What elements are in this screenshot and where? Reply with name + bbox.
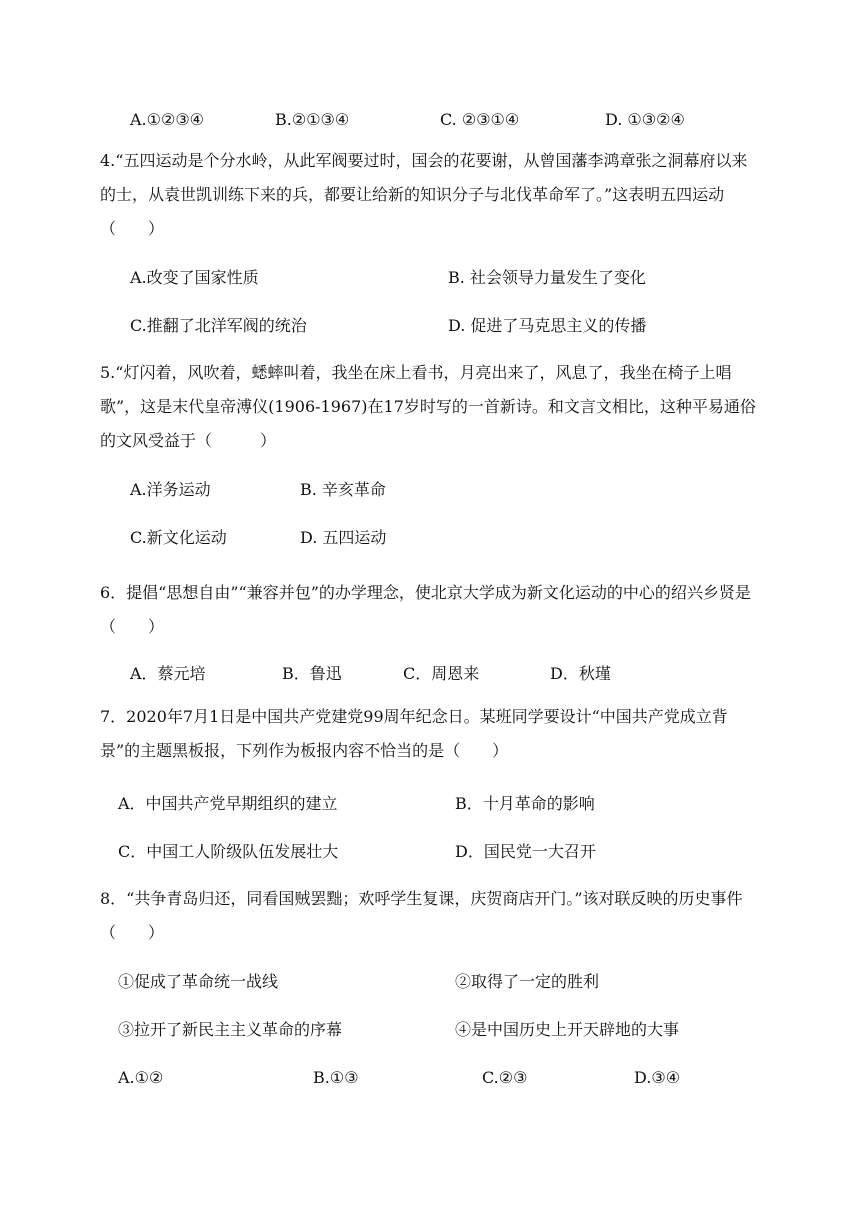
q7-option-d: D．国民党一大召开 — [455, 842, 596, 861]
q8-option-a: A.①② — [118, 1068, 164, 1087]
q7-option-b: B．十月革命的影响 — [455, 794, 595, 813]
q5-option-c: C.新文化运动 — [130, 528, 227, 547]
q4-option-c: C.推翻了北洋军阀的统治 — [130, 316, 307, 335]
q3-option-c: C. ②③①④ — [440, 110, 520, 129]
q6-stem: 6．提倡“思想自由”“兼容并包”的办学理念，使北京大学成为新文化运动的中心的绍兴乡贤是（ ） — [100, 583, 751, 636]
q5-option-d: D. 五四运动 — [300, 528, 387, 547]
q3-option-b: B.②①③④ — [275, 110, 350, 129]
q6-option-b: B．鲁迅 — [282, 664, 342, 683]
q8-option-d: D.③④ — [634, 1068, 681, 1087]
q8-statement-3: ③拉开了新民主主义革命的序幕 — [118, 1020, 343, 1039]
q6-option-a: A．蔡元培 — [130, 664, 206, 683]
q8-statement-2: ②取得了一定的胜利 — [455, 972, 600, 991]
q6-option-c: C．周恩来 — [403, 664, 480, 683]
q8-statement-4: ④是中国历史上开天辟地的大事 — [455, 1020, 680, 1039]
q4-option-b: B. 社会领导力量发生了变化 — [448, 268, 646, 287]
q4-stem: 4.“五四运动是个分水岭，从此军阀要过时，国会的花要谢，从曾国藩李鸿章张之洞幕府以来的士，从袁世凯训练下来的兵，都要让给新的知识分子与北伐革命军了。”这表明五四运动（ ） — [100, 151, 748, 238]
q3-option-a: A.①②③④ — [130, 110, 205, 129]
q8-option-c: C.②③ — [482, 1068, 528, 1087]
q8-stem: 8．“共争青岛归还，同看国贼罢黜；欢呼学生复课，庆贺商店开门。”该对联反映的历史事件（ ） — [100, 889, 743, 942]
q4-option-d: D. 促进了马克思主义的传播 — [448, 316, 647, 335]
q7-option-a: A．中国共产党早期组织的建立 — [118, 794, 338, 813]
q7-option-c: C．中国工人阶级队伍发展壮大 — [118, 842, 339, 861]
q8-statement-1: ①促成了革命统一战线 — [118, 972, 279, 991]
q7-stem: 7．2020年7月1日是中国共产党建党99周年纪念日。某班同学要设计“中国共产党成立背景”的主题黑板报，下列作为板报内容不恰当的是（ ） — [100, 707, 728, 760]
q5-option-b: B. 辛亥革命 — [300, 480, 386, 499]
q3-option-d: D. ①③②④ — [605, 110, 685, 129]
q5-stem: 5.“灯闪着，风吹着，蟋蟀叫着，我坐在床上看书，月亮出来了，风息了，我坐在椅子上唱歌”，这是末代皇帝溥仪(1906-1967)在17岁时写的一首新诗。和文言文相比，这种平易通俗的文风受益于（ ） — [100, 363, 756, 450]
q8-option-b: B.①③ — [313, 1068, 359, 1087]
q4-option-a: A.改变了国家性质 — [130, 268, 259, 287]
q6-option-d: D．秋瑾 — [550, 664, 611, 683]
q5-option-a: A.洋务运动 — [130, 480, 211, 499]
